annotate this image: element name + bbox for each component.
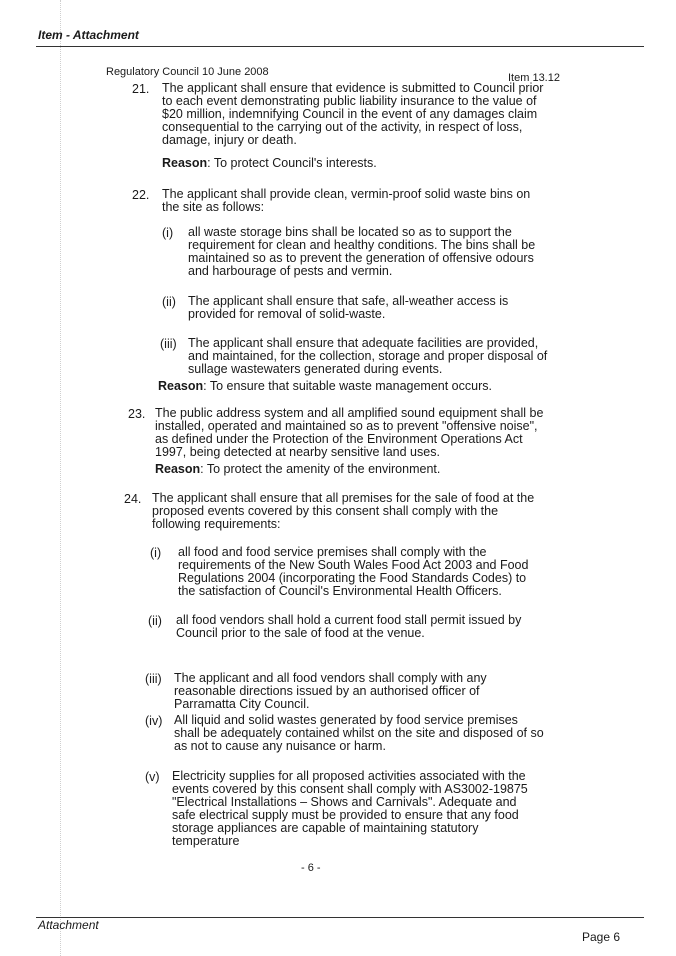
header-divider <box>36 46 644 47</box>
condition-text: The applicant shall ensure that all premises for the sale of food at the proposed events covered by this consent shall comply with the following requirements: <box>152 491 535 531</box>
item-label: (v) <box>145 770 160 784</box>
margin-line <box>60 0 61 956</box>
header-title: Item - Attachment <box>38 28 139 42</box>
condition-reason <box>162 157 377 170</box>
item-text: Electricity supplies for all proposed activities associated with the events covered by this consent shall comply with AS3002-19875 "Electrical Installations – Shows and Carnivals". Adequate and safe electrical supply must be provided to ensure that any food storage appliances are capable of maintaining statutory temperature <box>172 769 528 848</box>
reason-label: Reason <box>158 379 204 393</box>
reason-text: : To protect the amenity of the environment. <box>200 462 441 476</box>
item-text: The applicant shall ensure that adequate facilities are provided, and maintained, for the collection, storage and proper disposal of sullage wastewaters generated during events. <box>188 336 548 376</box>
item-text: all waste storage bins shall be located so as to support the requirement for clean and healthy conditions. The bins shall be maintained so as to prevent the generation of offensive odours and harbourage of pests and vermin. <box>188 225 536 278</box>
footer-label: Attachment <box>38 918 99 932</box>
reason-text: : To protect Council's interests. <box>207 156 377 170</box>
condition-text: The applicant shall ensure that evidence is submitted to Council prior to each event demonstrating public liability insurance to the value of $20 million, indemnifying Council in the event of any damages claim consequential to the carrying out of the activity, in respect of loss, damage, injury or death. <box>162 81 544 147</box>
condition-number: 22. <box>132 188 150 202</box>
item-label: (iii) <box>160 337 177 351</box>
meeting-name: Regulatory Council 10 June 2008 <box>106 66 269 78</box>
item-label: (i) <box>150 546 162 560</box>
item-text: all food and food service premises shall comply with the requirements of the New South Wales Food Act 2003 and Food Regulations 2004 (incorporating the Food Standards Codes) to the satisfaction of Council's Environmental Health Officers. <box>178 545 529 598</box>
item-text: All liquid and solid wastes generated by food service premises shall be adequately contained whilst on the site and disposed of so as not to cause any nuisance or harm. <box>174 713 544 753</box>
footer-page-number: Page 6 <box>582 930 621 944</box>
item-text: The applicant shall ensure that safe, all-weather access is provided for removal of solid-waste. <box>188 294 509 321</box>
condition-number: 24. <box>124 492 142 506</box>
item-number: Item 13.12 <box>508 72 560 84</box>
item-label: (ii) <box>162 295 176 309</box>
condition-number: 21. <box>132 82 150 96</box>
item-label: (ii) <box>148 614 162 628</box>
footer-divider <box>36 917 644 918</box>
condition-reason <box>158 380 492 393</box>
item-label: (iv) <box>145 714 163 728</box>
reason-text: : To ensure that suitable waste management occurs. <box>203 379 492 393</box>
item-text: all food vendors shall hold a current food stall permit issued by Council prior to the sale of food at the venue. <box>176 613 522 640</box>
item-label: (i) <box>162 226 174 240</box>
condition-text: The public address system and all amplified sound equipment shall be installed, operated and maintained so as to prevent "offensive noise", as defined under the Protection of the Environment Operations Act 1997, being detected at nearby sensitive land uses. <box>155 406 544 459</box>
reason-label: Reason <box>155 462 201 476</box>
item-label: (iii) <box>145 672 162 686</box>
condition-reason <box>155 463 440 476</box>
condition-number: 23. <box>128 407 146 421</box>
condition-text: The applicant shall provide clean, vermin-proof solid waste bins on the site as follows: <box>162 187 531 214</box>
reason-label: Reason <box>162 156 208 170</box>
page-marker: - 6 - <box>301 862 321 874</box>
item-text: The applicant and all food vendors shall comply with any reasonable directions issued by an authorised officer of Parramatta City Council. <box>174 671 487 711</box>
